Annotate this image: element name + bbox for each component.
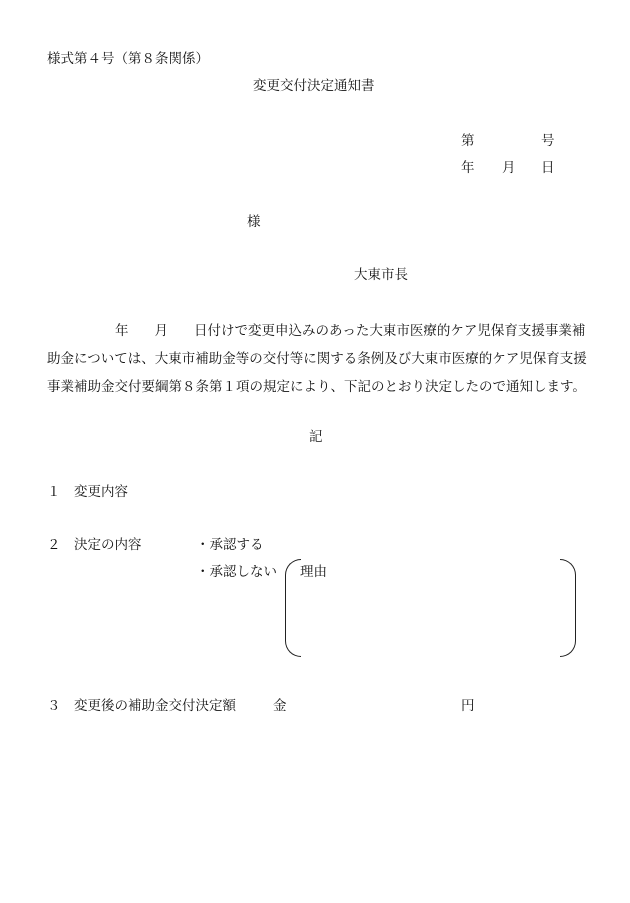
item-1-number: １ <box>47 484 61 500</box>
body-line2: 助金については、大東市補助金等の交付等に関する条例及び大東市医療的ケア児保育支援 <box>47 351 587 367</box>
item-3-label: 変更後の補助金交付決定額 <box>74 698 236 714</box>
reason-label: 理由 <box>300 564 327 580</box>
date-year: 年 <box>461 160 475 176</box>
body-line3: 事業補助金交付要綱第８条第１項の規定により、下記のとおり決定したので通知します。 <box>47 379 586 395</box>
option-reject: ・承認しない <box>196 564 277 580</box>
body-year: 年 <box>115 323 129 339</box>
amount-suffix: 円 <box>461 698 475 714</box>
ki-heading: 記 <box>309 429 323 445</box>
form-number: 様式第４号（第８条関係） <box>47 51 209 67</box>
document-title: 変更交付決定通知書 <box>253 78 375 94</box>
reference-no-suffix: 号 <box>541 133 555 149</box>
body-line1: 日付けで変更申込みのあった大東市医療的ケア児保育支援事業補 <box>194 323 586 339</box>
reason-bracket-right <box>560 559 576 657</box>
item-2-number: ２ <box>47 537 61 553</box>
addressee-honorific: 様 <box>247 214 261 230</box>
item-2-label: 決定の内容 <box>74 537 142 553</box>
option-approve: ・承認する <box>196 537 264 553</box>
sender-name: 大東市長 <box>354 267 408 283</box>
body-month: 月 <box>154 323 168 339</box>
reference-no-prefix: 第 <box>461 133 475 149</box>
item-1-label: 変更内容 <box>74 484 128 500</box>
body-paragraph <box>47 317 587 401</box>
date-month: 月 <box>502 160 516 176</box>
reason-bracket-left <box>285 559 301 657</box>
date-day: 日 <box>541 160 555 176</box>
amount-prefix: 金 <box>273 698 287 714</box>
item-3-number: ３ <box>47 698 61 714</box>
